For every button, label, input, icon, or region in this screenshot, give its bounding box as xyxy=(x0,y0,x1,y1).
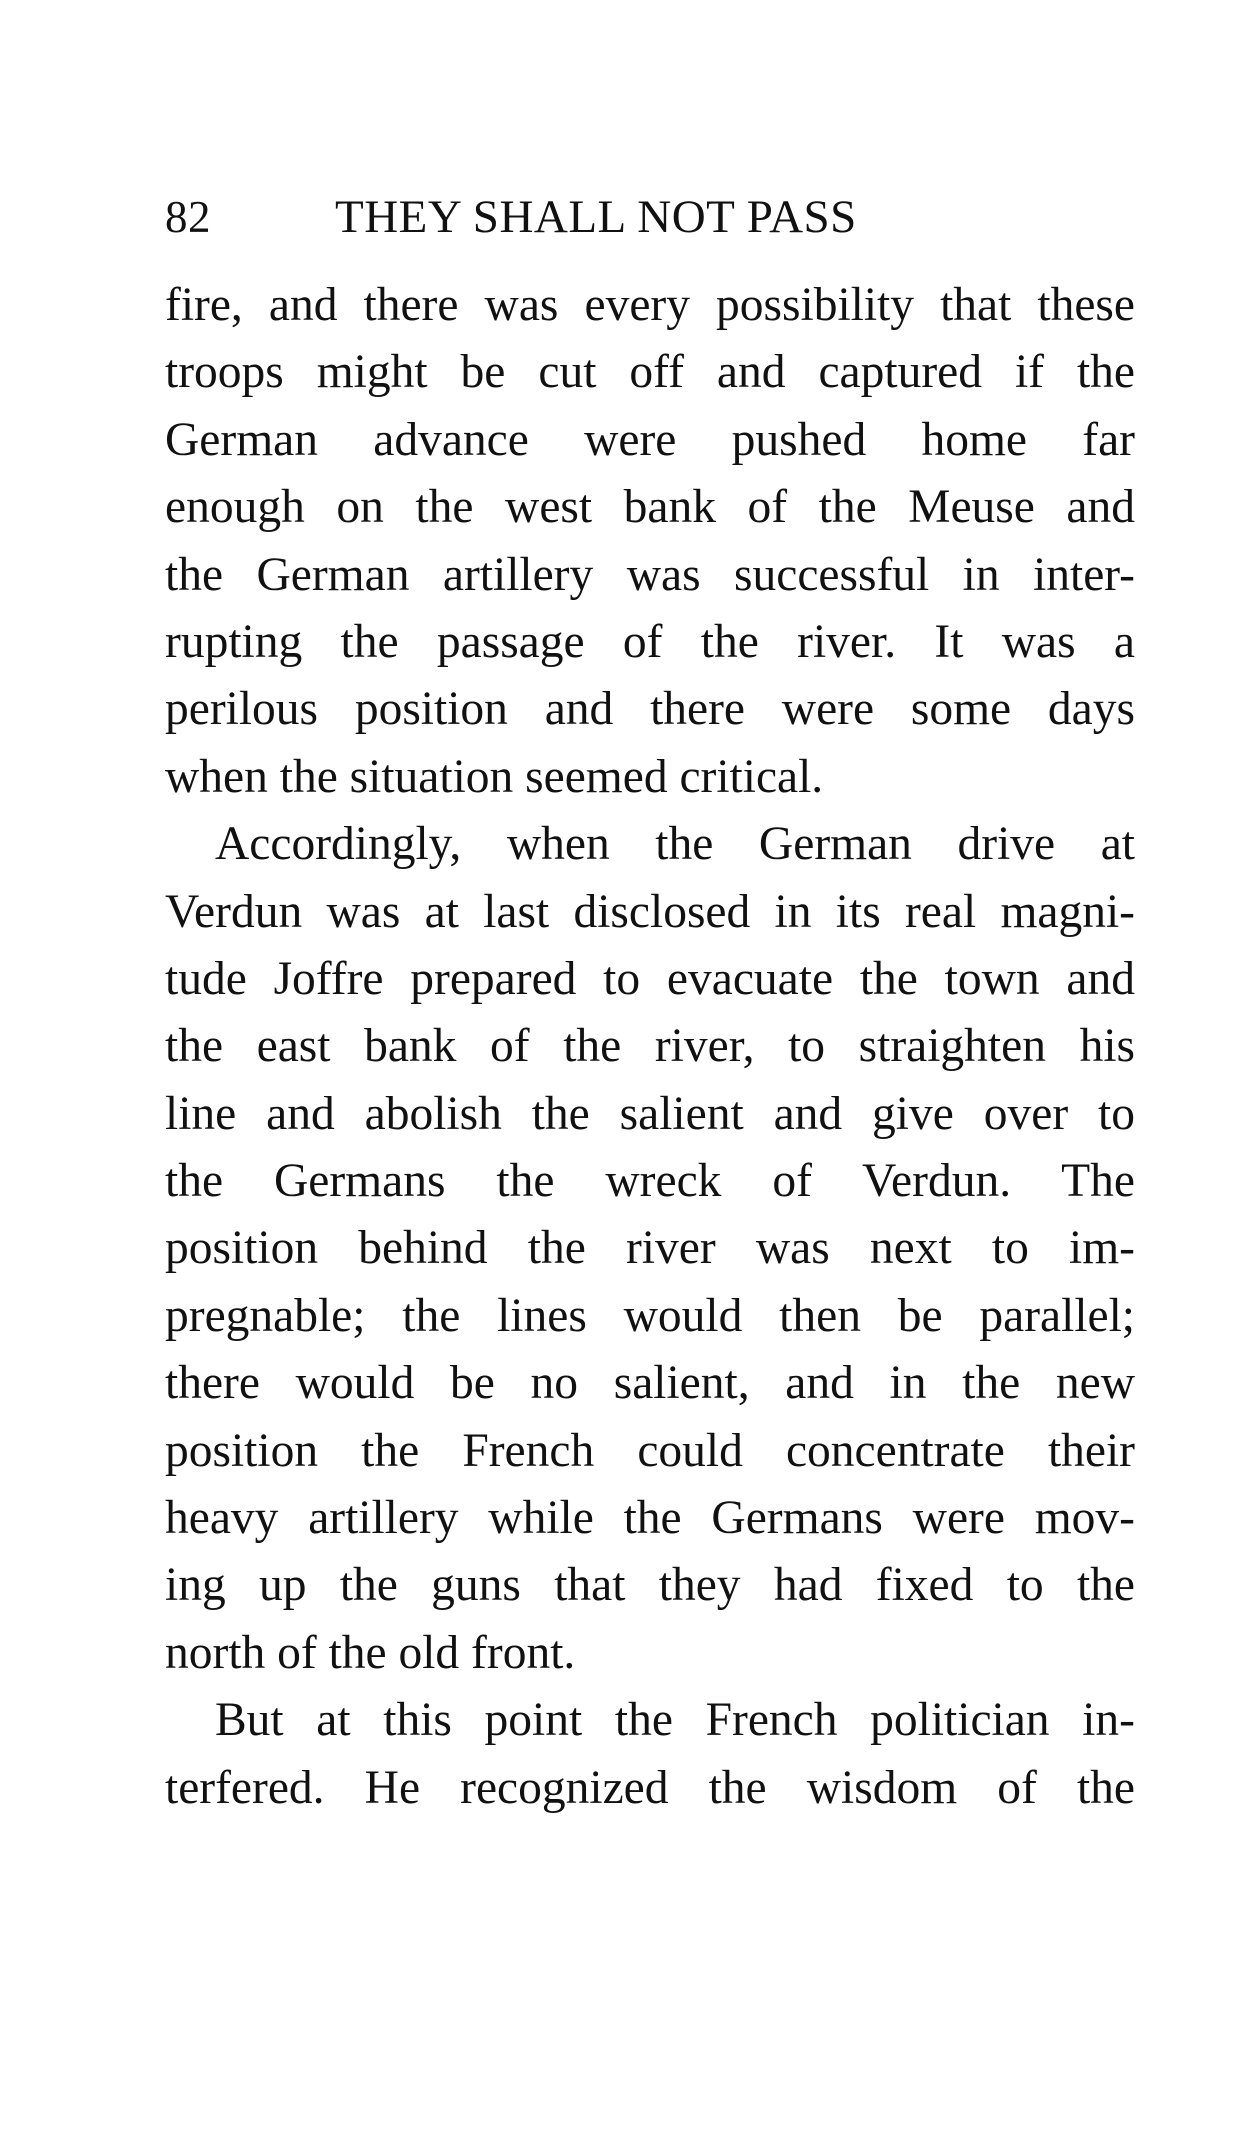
paragraph-2 xyxy=(165,811,1135,1687)
text-line: troops might be cut off and captured if the xyxy=(165,346,1135,399)
text-line: German advance were pushed home far xyxy=(165,413,1135,466)
paragraph-1 xyxy=(165,272,1135,811)
text-line: when the situation seemed critical. xyxy=(165,750,824,803)
text-line: rupting the passage of the river. It was a xyxy=(165,615,1135,668)
running-title: THEY SHALL NOT PASS xyxy=(335,191,857,243)
text-line: Verdun was at last disclosed in its real magni- xyxy=(165,885,1135,938)
running-head xyxy=(165,190,1135,260)
text-line: the German artillery was successful in inter- xyxy=(165,548,1135,601)
text-line: pregnable; the lines would then be parallel; xyxy=(165,1289,1135,1342)
text-line: line and abolish the salient and give over to xyxy=(165,1087,1135,1140)
text-line: north of the old front. xyxy=(165,1626,576,1679)
paragraph-3 xyxy=(165,1687,1135,1822)
text-line: heavy artillery while the Germans were mov- xyxy=(165,1492,1135,1545)
text-line: the east bank of the river, to straighten his xyxy=(165,1020,1135,1073)
text-line: fire, and there was every possibility that these xyxy=(165,279,1135,331)
text-line: the Germans the wreck of Verdun. The xyxy=(165,1155,1135,1208)
page-number: 82 xyxy=(165,192,211,242)
text-line: perilous position and there were some days xyxy=(165,683,1135,736)
body-text xyxy=(165,272,1135,1822)
text-line: there would be no salient, and in the new xyxy=(165,1357,1135,1410)
book-page xyxy=(165,190,1135,1822)
text-line: terfered. He recognized the wisdom of the xyxy=(165,1761,1135,1814)
text-line: position the French could concentrate their xyxy=(165,1424,1135,1477)
text-line: enough on the west bank of the Meuse and xyxy=(165,481,1135,534)
text-line: Accordingly, when the German drive at xyxy=(215,818,1135,871)
text-line: But at this point the French politician in- xyxy=(215,1694,1135,1747)
text-line: position behind the river was next to im- xyxy=(165,1222,1135,1275)
text-line: ing up the guns that they had fixed to the xyxy=(165,1559,1135,1612)
text-line: tude Joffre prepared to evacuate the town and xyxy=(165,952,1135,1005)
